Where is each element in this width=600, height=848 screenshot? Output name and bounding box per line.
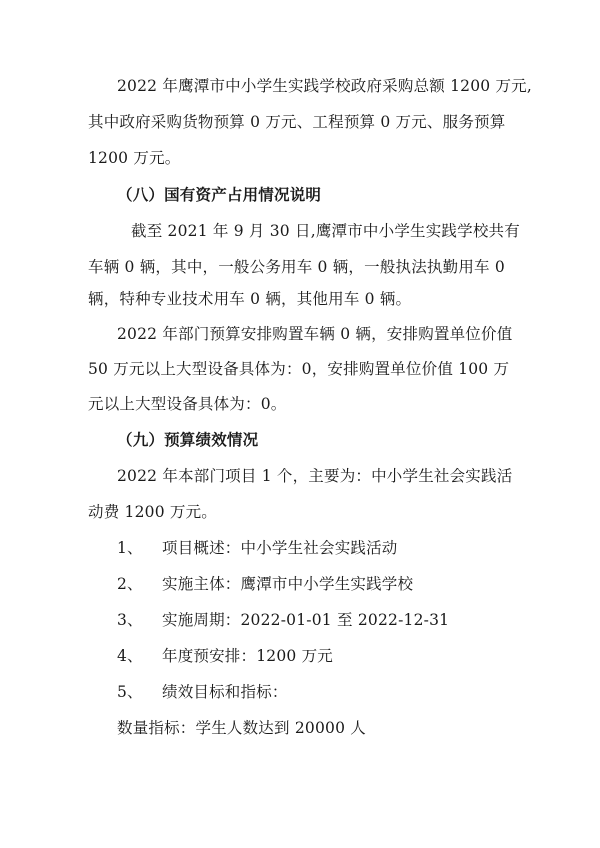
list-item-text: 实施主体：鹰潭市中小学生实践学校 [162, 575, 414, 593]
procurement-line-1: 2022 年鹰潭市中小学生实践学校政府采购总额 1200 万元, [117, 77, 533, 95]
section-8-heading: （八）国有资产占用情况说明 [117, 185, 322, 204]
section-8-paragraph-1-line-1: 截至 2021 年 9 月 30 日,鹰潭市中小学生实践学校共有 [131, 222, 520, 240]
list-item-text: 绩效目标和指标： [162, 683, 288, 701]
list-item [117, 538, 398, 558]
procurement-line-3: 1200 万元。 [88, 149, 181, 167]
list-item-number: 1、 [117, 539, 143, 557]
procurement-line-2: 其中政府采购货物预算 0 万元、工程预算 0 万元、服务预算 [88, 113, 506, 131]
list-item [117, 574, 413, 594]
list-item-text: 年度预安排：1200 万元 [162, 647, 333, 665]
quantity-indicator: 数量指标：学生人数达到 20000 人 [117, 719, 366, 737]
section-8-paragraph-2-line-1: 2022 年部门预算安排购置车辆 0 辆，安排购置单位价值 [117, 325, 513, 343]
list-item-text: 实施周期：2022-01-01 至 2022-12-31 [162, 611, 450, 629]
list-item-text: 项目概述：中小学生社会实践活动 [162, 539, 398, 557]
list-item-number: 3、 [117, 611, 143, 629]
list-item-number: 5、 [117, 683, 143, 701]
section-8-paragraph-1-line-2: 车辆 0 辆，其中，一般公务用车 0 辆，一般执法执勤用车 0 [88, 258, 505, 276]
list-item [117, 646, 333, 666]
section-8-paragraph-2-line-3: 元以上大型设备具体为：0。 [88, 395, 287, 413]
section-9-paragraph-line-1: 2022 年本部门项目 1 个，主要为：中小学生社会实践活 [117, 467, 513, 485]
list-item [117, 682, 288, 702]
section-8-paragraph-1-line-3: 辆，特种专业技术用车 0 辆，其他用车 0 辆。 [88, 290, 412, 308]
section-9-heading: （九）预算绩效情况 [117, 430, 259, 449]
section-8-paragraph-2-line-2: 50 万元以上大型设备具体为：0，安排购置单位价值 100 万 [88, 360, 510, 378]
section-9-paragraph-line-2: 动费 1200 万元。 [88, 503, 218, 521]
list-item-number: 4、 [117, 647, 143, 665]
list-item [117, 610, 449, 630]
list-item-number: 2、 [117, 575, 143, 593]
